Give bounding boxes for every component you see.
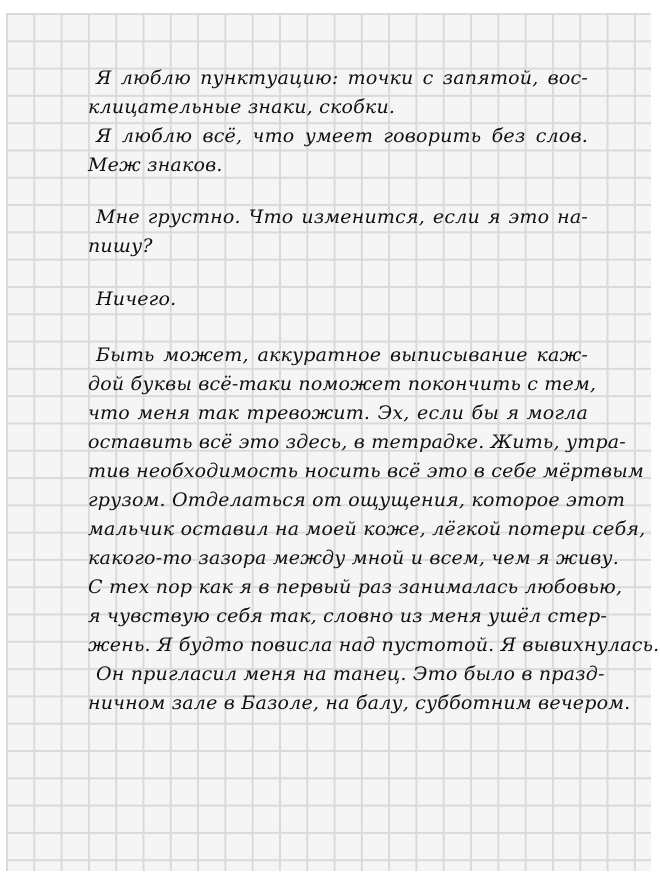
text-line: Ничего.	[96, 288, 177, 310]
text-line: оставить всё это здесь, в тетрадке. Жить, утра-	[88, 431, 626, 453]
text-line: пишу?	[88, 235, 153, 257]
text-line: Мне грустно. Что изменится, если я это на-	[96, 206, 588, 228]
text-line: Он пригласил меня на танец. Это было в празд-	[96, 663, 605, 685]
text-line: грузом. Отделаться от ощущения, которое этот	[88, 489, 626, 511]
text-line: тив необходимость носить всё это в себе мёртвым	[88, 460, 644, 482]
text-line: С тех пор как я в первый раз занималась любовью,	[88, 576, 623, 598]
text-line: клицательные знаки, скобки.	[88, 96, 396, 118]
text-line: мальчик оставил на моей коже, лёгкой потери себя,	[88, 518, 646, 540]
text-line: Я люблю пунктуацию: точки с запятой, вос-	[96, 67, 588, 89]
text-line: ничном зале в Базоле, на балу, субботним вечером.	[88, 692, 631, 714]
text-line: жень. Я будто повисла над пустотой. Я вывихнулась.	[88, 634, 660, 656]
text-line: дой буквы всё-таки поможет покончить с тем,	[88, 373, 597, 395]
text-line: Я люблю всё, что умеет говорить без слов.	[96, 125, 588, 147]
text-line: я чувствую себя так, словно из меня ушёл стер-	[88, 605, 607, 627]
text-line: какого-то зазора между мной и всем, чем я живу.	[88, 547, 619, 569]
text-line: Быть может, аккуратное выписывание каж-	[96, 344, 588, 366]
text-line: что меня так тревожит. Эх, если бы я могла	[88, 402, 588, 424]
text-line: Меж знаков.	[88, 154, 223, 176]
